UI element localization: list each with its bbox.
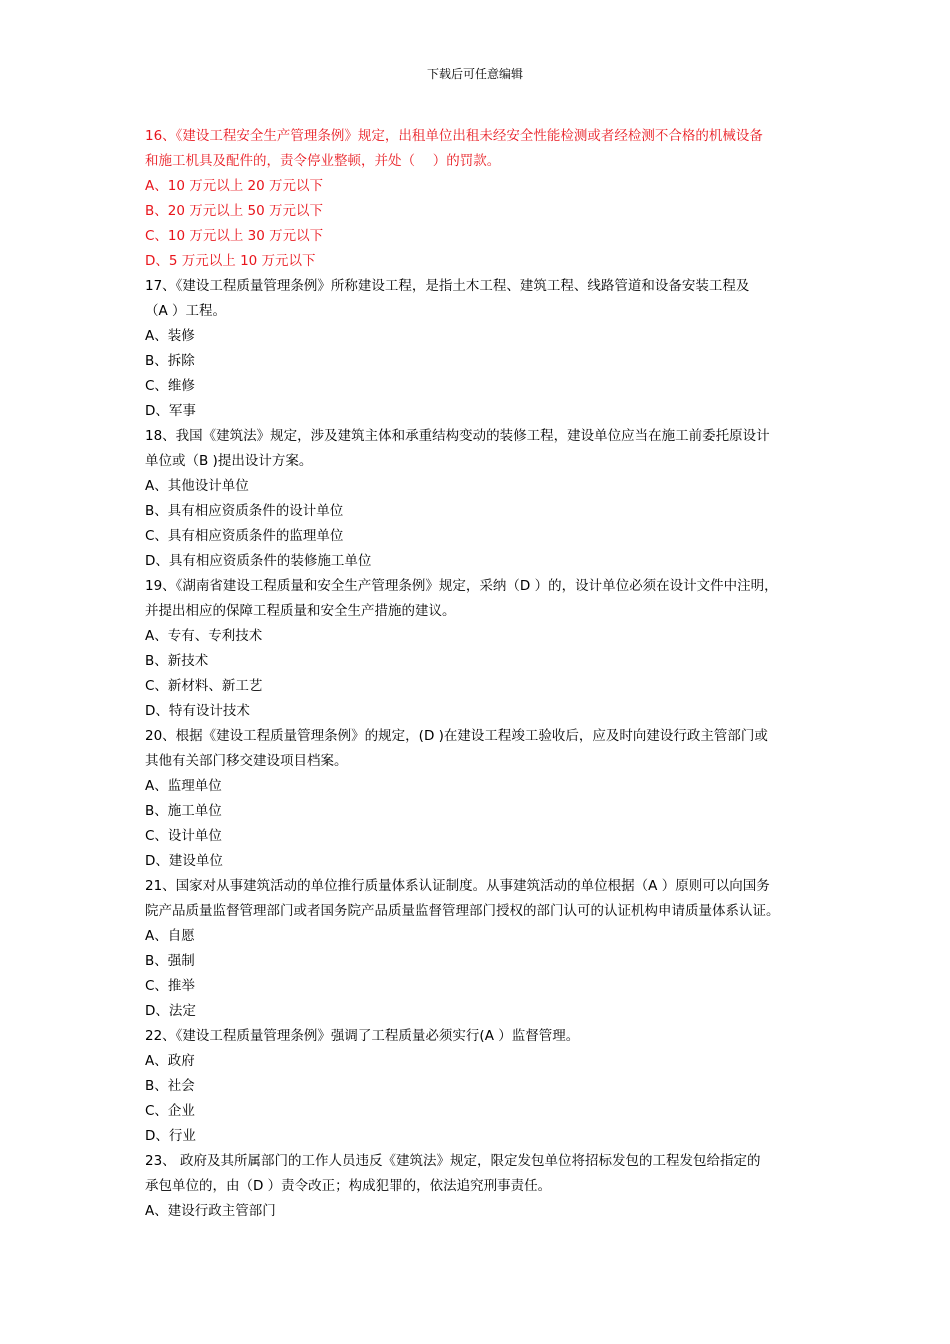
option-c: C、推举 [145,978,195,994]
question-text: 21、国家对从事建筑活动的单位推行质量体系认证制度。从事建筑活动的单位根据（A ）原则可以向国务 [145,878,770,894]
option-a: A、10 万元以上 20 万元以下 [145,178,323,194]
question-text: 16、《建设工程安全生产管理条例》规定，出租单位出租未经安全性能检测或者经检测不合格的机械设备 [145,128,763,144]
option-d: D、具有相应资质条件的装修施工单位 [145,553,372,569]
option-a: A、建设行政主管部门 [145,1203,276,1219]
option-d: D、法定 [145,1003,196,1019]
option-a: A、其他设计单位 [145,478,249,494]
question-text: 23、 政府及其所属部门的工作人员违反《建筑法》规定，限定发包单位将招标发包的工程发包给指定的 [145,1153,761,1169]
question-text: 22、《建设工程质量管理条例》强调了工程质量必须实行(A ）监督管理。 [145,1028,580,1044]
question-text: 其他有关部门移交建设项目档案。 [145,753,348,769]
question-text: （A ）工程。 [145,303,227,319]
question-text: 19、《湖南省建设工程质量和安全生产管理条例》规定，采纳（D ）的，设计单位必须在设计文件中注明， [145,578,778,594]
question-text: 20、根据《建设工程质量管理条例》的规定，(D )在建设工程竣工验收后，应及时向建设行政主管部门或 [145,728,768,744]
option-c: C、具有相应资质条件的监理单位 [145,528,344,544]
question-19 [145,574,825,724]
option-b: B、拆除 [145,353,195,369]
question-text: 并提出相应的保障工程质量和安全生产措施的建议。 [145,603,456,619]
option-d: D、5 万元以上 10 万元以下 [145,253,316,269]
option-a: A、专有、专利技术 [145,628,263,644]
option-b: B、新技术 [145,653,209,669]
option-c: C、维修 [145,378,195,394]
question-text: 院产品质量监督管理部门或者国务院产品质量监督管理部门授权的部门认可的认证机构申请质量体系认证。 [145,903,780,919]
option-b: B、社会 [145,1078,195,1094]
question-list [145,124,825,1224]
option-a: A、监理单位 [145,778,222,794]
option-c: C、10 万元以上 30 万元以下 [145,228,324,244]
option-a: A、自愿 [145,928,195,944]
question-23 [145,1149,825,1224]
page-header: 下载后可任意编辑 [426,67,523,81]
option-b: B、施工单位 [145,803,222,819]
option-d: D、行业 [145,1128,196,1144]
question-22 [145,1024,825,1149]
option-a: A、装修 [145,328,195,344]
option-d: D、特有设计技术 [145,703,250,719]
option-d: D、建设单位 [145,853,223,869]
question-text: 和施工机具及配件的，责令停业整顿，并处（ ）的罚款。 [145,153,501,169]
option-b: B、具有相应资质条件的设计单位 [145,503,344,519]
option-c: C、设计单位 [145,828,222,844]
option-c: C、企业 [145,1103,195,1119]
question-21 [145,874,825,1024]
question-17 [145,274,825,424]
question-20 [145,724,825,874]
question-text: 单位或（B )提出设计方案。 [145,453,313,469]
option-a: A、政府 [145,1053,195,1069]
question-18 [145,424,825,574]
option-b: B、20 万元以上 50 万元以下 [145,203,323,219]
question-text: 18、我国《建筑法》规定，涉及建筑主体和承重结构变动的装修工程，建设单位应当在施工前委托原设计 [145,428,770,444]
option-c: C、新材料、新工艺 [145,678,263,694]
question-text: 承包单位的，由（D ）责令改正；构成犯罪的，依法追究刑事责任。 [145,1178,552,1194]
question-text: 17、《建设工程质量管理条例》所称建设工程，是指土木工程、建筑工程、线路管道和设备安装工程及 [145,278,750,294]
option-b: B、强制 [145,953,195,969]
option-d: D、军事 [145,403,196,419]
question-16 [145,124,825,274]
